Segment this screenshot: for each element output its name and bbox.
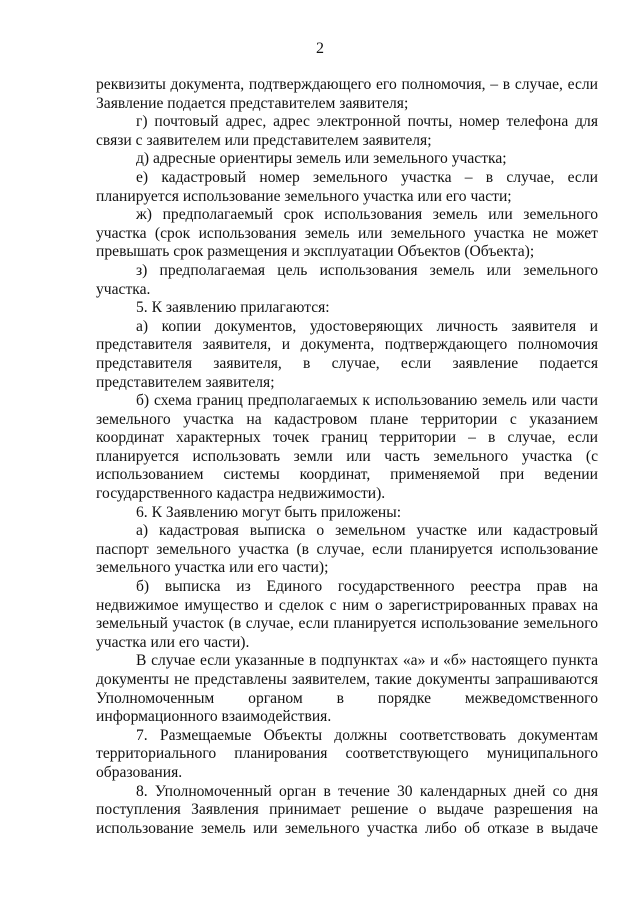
paragraph-section-5: 5. К заявлению прилагаются:	[136, 299, 330, 317]
paragraph-section-8: 8. Уполномоченный орган в течение 30 календарных дней со дня поступления Заявления принимает решение о выдаче разрешения на использование земель или земельного участка либо об отказе в выдаче	[96, 782, 598, 837]
paragraph-item-d: д) адресные ориентиры земель или земельного участка;	[136, 150, 507, 168]
paragraph-section-6-item-a: а) кадастровая выписка о земельном участке или кадастровый паспорт земельного участка (в случае, если планируется использование земельного участка или его части);	[96, 522, 598, 577]
paragraph-section-7: 7. Размещаемые Объекты должны соответствовать документам территориального планирования соответствующего муниципального образования.	[96, 726, 598, 781]
paragraph-item-z: з) предполагаемая цель использования земель или земельного участка.	[96, 261, 598, 298]
paragraph-section-6-item-b: б) выписка из Единого государственного реестра прав на недвижимое имущество и сделок с ним о зарегистрированных правах на земельный участок (в случае, если планируется использование земельного участка или его части).	[96, 578, 598, 651]
paragraph-section-6-note: В случае если указанные в подпунктах «а» и «б» настоящего пункта документы не представлены заявителем, такие документы запрашиваются Уполномоченным органом в порядке межведомственного информационного взаимодействия.	[96, 652, 598, 726]
paragraph-item-zh: ж) предполагаемый срок использования земель или земельного участка (срок использования земель или земельного участка не может превышать срок размещения и эксплуатации Объектов (Объекта);	[96, 206, 598, 261]
page-number: 2	[316, 40, 324, 57]
paragraph-item-e: е) кадастровый номер земельного участка – в случае, если планируется использование земельного участка или его части;	[96, 168, 598, 205]
paragraph-requisites: реквизиты документа, подтверждающего его полномочия, – в случае, если Заявление подается представителем заявителя;	[96, 76, 598, 112]
paragraph-section-5-item-b: б) схема границ предполагаемых к использованию земель или части земельного участка на кадастровом плане территории с указанием координат характерных точек границ территории – в случае, если планируется использовать земли или часть земельного участка (с использованием системы координат, применяемой при ведении государственного кадастра недвижимости).	[96, 392, 598, 503]
paragraph-section-6: 6. К Заявлению могут быть приложены:	[136, 503, 402, 521]
document-body	[96, 76, 598, 838]
paragraph-section-5-item-a: а) копии документов, удостоверяющих личность заявителя и представителя заявителя, и документа, подтверждающего полномочия представителя заявителя, в случае, если заявление подается представителем заявителя;	[96, 317, 598, 391]
paragraph-item-g: г) почтовый адрес, адрес электронной почты, номер телефона для связи с заявителем или представителем заявителя;	[96, 113, 598, 149]
